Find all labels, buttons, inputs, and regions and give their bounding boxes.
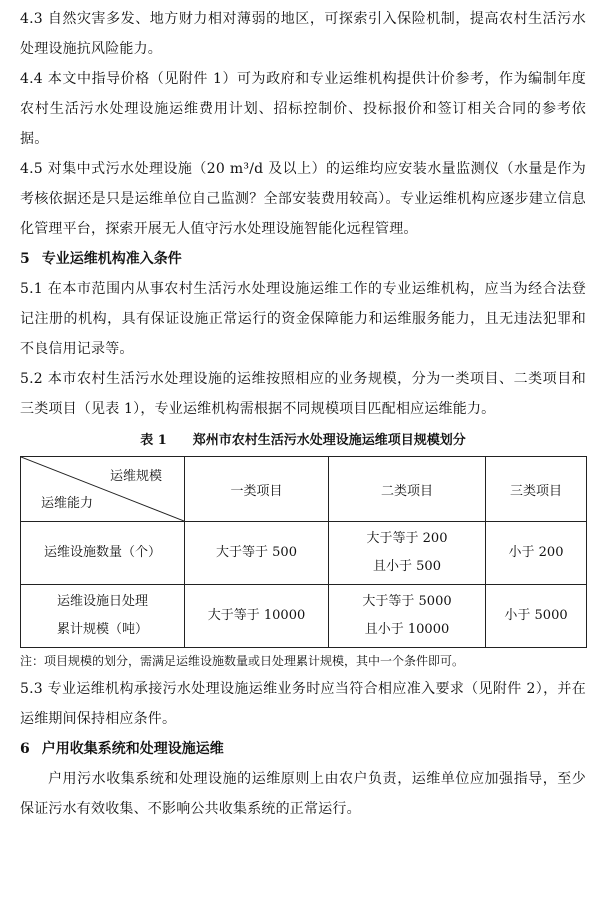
corner-top-label: 运维规模 [109, 469, 162, 484]
section-6-heading [20, 734, 586, 764]
cell-line: 大于等于 200 [366, 531, 448, 546]
cell-line: 且小于 10000 [364, 622, 450, 637]
paragraph-5-2: 5.2 本市农村生活污水处理设施的运维按照相应的业务规模，分为一类项目、二类项目和三类项目（见表 1），专业运维机构需根据不同规模项目匹配相应运维能力。 [20, 371, 586, 417]
section-5-number: 5 [20, 251, 30, 267]
cell-line: 且小于 500 [373, 559, 441, 574]
paragraph-4-5: 4.5 对集中式污水处理设施（20 m³/d 及以上）的运维均应安装水量监测仪（水量是作为考核依据还是只是运维单位自己监测？全部安装费用较高）。专业运维机构应逐步建立信息化管理平台，探索开展无人值守污水处理设施智能化远程管理。 [20, 161, 586, 237]
row-label-cell [21, 522, 185, 585]
row-label-line: 运维设施数量（个） [43, 545, 161, 560]
table-caption-title: 郑州市农村生活污水处理设施运维项目规模划分 [192, 433, 466, 448]
table-caption [20, 426, 586, 456]
paragraph-5-1: 5.1 在本市范围内从事农村生活污水处理设施运维工作的专业运维机构，应当为经合法登记注册的机构，具有保证设施正常运行的资金保障能力和运维服务能力，且无违法犯罪和不良信用记录等。 [20, 281, 586, 357]
table-header-cell: 一类项目 [185, 457, 329, 522]
section-5-title: 专业运维机构准入条件 [41, 251, 182, 267]
paragraph-4-4: 4.4 本文中指导价格（见附件 1）可为政府和专业运维机构提供计价参考，作为编制年度农村生活污水处理设施运维费用计划、招标控制价、投标报价和签订相关合同的参考依据。 [20, 71, 586, 147]
table-row [21, 585, 587, 648]
row-label-line: 累计规模（吨） [56, 622, 148, 637]
cell-line: 小于 200 [508, 545, 564, 560]
table-cell [486, 585, 587, 648]
table-note: 注：项目规模的划分，需满足运维设施数量或日处理累计规模，其中一个条件即可。 [20, 654, 465, 668]
table-corner-cell [21, 457, 185, 522]
paragraph-4-3: 4.3 自然灾害多发、地方财力相对薄弱的地区，可探索引入保险机制，提高农村生活污水处理设施抗风险能力。 [20, 11, 586, 57]
table-header-cell: 三类项目 [486, 457, 587, 522]
row-label-line: 运维设施日处理 [56, 594, 148, 609]
cell-line: 小于 5000 [504, 608, 568, 623]
row-label-cell [21, 585, 185, 648]
table-header-cell: 二类项目 [329, 457, 486, 522]
table-cell [185, 585, 329, 648]
section-6-number: 6 [20, 741, 30, 757]
table-row [21, 522, 587, 585]
document-page [20, 4, 586, 824]
cell-line: 大于等于 5000 [362, 594, 452, 609]
paragraph-5-3: 5.3 专业运维机构承接污水处理设施运维业务时应当符合相应准入要求（见附件 2），并在运维期间保持相应条件。 [20, 681, 586, 727]
cell-line: 大于等于 10000 [207, 608, 306, 623]
table-caption-label: 表 1 [140, 433, 167, 448]
cell-line: 大于等于 500 [216, 545, 297, 560]
scale-table [20, 456, 587, 648]
table-cell [185, 522, 329, 585]
section-5-heading [20, 244, 586, 274]
table-cell [329, 585, 486, 648]
paragraph-6: 户用污水收集系统和处理设施的运维原则上由农户负责，运维单位应加强指导，至少保证污水有效收集、不影响公共收集系统的正常运行。 [20, 771, 586, 817]
table-cell [329, 522, 486, 585]
table-header-row [21, 457, 587, 522]
section-6-title: 户用收集系统和处理设施运维 [41, 741, 224, 757]
table-cell [486, 522, 587, 585]
corner-bottom-label: 运维能力 [41, 496, 94, 511]
